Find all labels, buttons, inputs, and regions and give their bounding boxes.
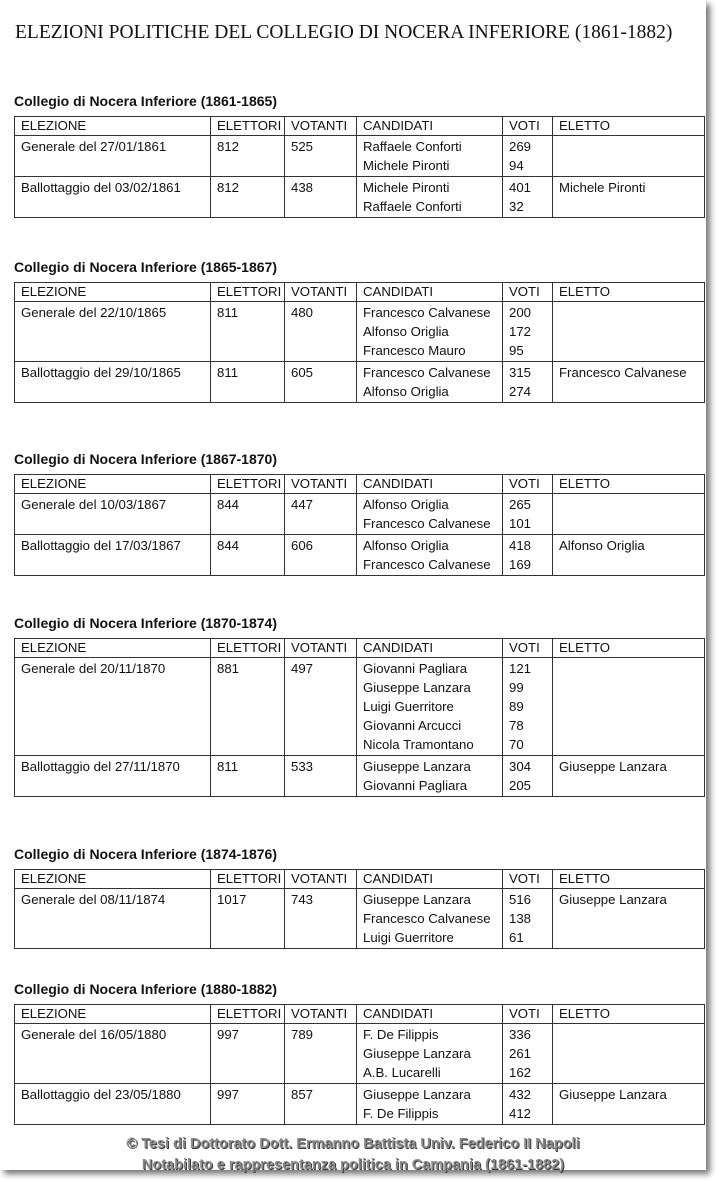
cell-voti xyxy=(503,1024,553,1084)
cell-voti xyxy=(503,658,553,756)
column-header-voti: VOTI xyxy=(503,870,553,889)
vote-count: 304 xyxy=(509,759,532,774)
cell-eletto: Michele Pironti xyxy=(553,177,705,218)
election-table xyxy=(14,282,705,403)
cell-votanti: 743 xyxy=(285,889,357,949)
column-header-votanti: VOTANTI xyxy=(285,1005,357,1024)
footer-copyright: © Tesi di Dottorato Dott. Ermanno Battista Univ. Federico II Napoli xyxy=(126,1136,580,1152)
vote-count: 121 xyxy=(509,661,532,676)
section-1870-1874 xyxy=(14,614,704,797)
cell-elezione: Generale del 10/03/1867 xyxy=(15,494,211,535)
cell-voti xyxy=(503,302,553,362)
column-header-voti: VOTI xyxy=(503,117,553,136)
cell-eletto: Alfonso Origlia xyxy=(553,535,705,576)
cell-elettori: 812 xyxy=(211,136,285,177)
candidate-name: Giuseppe Lanzara xyxy=(363,892,471,907)
column-header-elezione: ELEZIONE xyxy=(15,1005,211,1024)
cell-elezione: Ballottaggio del 17/03/1867 xyxy=(15,535,211,576)
vote-count: 78 xyxy=(509,718,524,733)
candidate-name: Francesco Calvanese xyxy=(363,911,491,926)
table-row xyxy=(15,1024,705,1084)
cell-eletto: Giuseppe Lanzara xyxy=(553,756,705,797)
table-row xyxy=(15,889,705,949)
candidate-name: Raffaele Conforti xyxy=(363,199,462,214)
cell-eletto: Francesco Calvanese xyxy=(553,362,705,403)
election-table xyxy=(14,1004,705,1125)
column-header-voti: VOTI xyxy=(503,475,553,494)
cell-candidati xyxy=(357,177,503,218)
candidate-name: Giuseppe Lanzara xyxy=(363,1087,471,1102)
cell-votanti: 447 xyxy=(285,494,357,535)
cell-elettori: 997 xyxy=(211,1024,285,1084)
column-header-candidati: CANDIDATI xyxy=(357,283,503,302)
candidate-name: Giovanni Pagliara xyxy=(363,778,468,793)
vote-count: 274 xyxy=(509,384,532,399)
cell-voti xyxy=(503,494,553,535)
table-header-row xyxy=(15,1005,705,1024)
column-header-eletto: ELETTO xyxy=(553,475,705,494)
table-row xyxy=(15,302,705,362)
election-table xyxy=(14,116,705,218)
vote-count: 315 xyxy=(509,365,532,380)
vote-count: 172 xyxy=(509,324,532,339)
cell-voti xyxy=(503,136,553,177)
candidate-name: Alfonso Origlia xyxy=(363,538,449,553)
column-header-elettori: ELETTORI xyxy=(211,117,285,136)
footer-thesis-title: Notabilato e rappresentanza politica in Campania (1861-1882) xyxy=(141,1157,565,1173)
candidate-name: Luigi Guerritore xyxy=(363,699,454,714)
vote-count: 169 xyxy=(509,557,532,572)
table-row xyxy=(15,494,705,535)
vote-count: 70 xyxy=(509,737,524,752)
column-header-votanti: VOTANTI xyxy=(285,639,357,658)
column-header-elezione: ELEZIONE xyxy=(15,117,211,136)
candidate-name: Luigi Guerritore xyxy=(363,930,454,945)
election-table xyxy=(14,638,705,797)
column-header-voti: VOTI xyxy=(503,283,553,302)
vote-count: 261 xyxy=(509,1046,532,1061)
section-1874-1876 xyxy=(14,845,704,949)
table-row xyxy=(15,658,705,756)
candidate-name: Alfonso Origlia xyxy=(363,384,449,399)
vote-count: 162 xyxy=(509,1065,532,1080)
cell-eletto: Giuseppe Lanzara xyxy=(553,889,705,949)
vote-count: 432 xyxy=(509,1087,532,1102)
column-header-voti: VOTI xyxy=(503,639,553,658)
table-header-row xyxy=(15,870,705,889)
column-header-candidati: CANDIDATI xyxy=(357,475,503,494)
column-header-eletto: ELETTO xyxy=(553,870,705,889)
cell-eletto: Giuseppe Lanzara xyxy=(553,1084,705,1125)
candidate-name: Giuseppe Lanzara xyxy=(363,1046,471,1061)
column-header-elezione: ELEZIONE xyxy=(15,870,211,889)
vote-count: 265 xyxy=(509,497,532,512)
cell-votanti: 525 xyxy=(285,136,357,177)
table-row xyxy=(15,136,705,177)
column-header-eletto: ELETTO xyxy=(553,1005,705,1024)
candidate-name: Giuseppe Lanzara xyxy=(363,759,471,774)
column-header-candidati: CANDIDATI xyxy=(357,870,503,889)
cell-votanti: 438 xyxy=(285,177,357,218)
vote-count: 95 xyxy=(509,343,524,358)
cell-elezione: Ballottaggio del 29/10/1865 xyxy=(15,362,211,403)
candidate-name: Raffaele Conforti xyxy=(363,139,462,154)
cell-votanti: 789 xyxy=(285,1024,357,1084)
cell-candidati xyxy=(357,658,503,756)
candidate-name: A.B. Lucarelli xyxy=(363,1065,441,1080)
column-header-eletto: ELETTO xyxy=(553,639,705,658)
cell-elezione: Generale del 22/10/1865 xyxy=(15,302,211,362)
candidate-name: F. De Filippis xyxy=(363,1106,439,1121)
cell-candidati xyxy=(357,494,503,535)
cell-candidati xyxy=(357,756,503,797)
election-table xyxy=(14,474,705,576)
column-header-votanti: VOTANTI xyxy=(285,283,357,302)
candidate-name: F. De Filippis xyxy=(363,1027,439,1042)
section-heading: Collegio di Nocera Inferiore (1870-1874) xyxy=(14,615,277,631)
section-heading: Collegio di Nocera Inferiore (1880-1882) xyxy=(14,981,277,997)
column-header-eletto: ELETTO xyxy=(553,117,705,136)
cell-voti xyxy=(503,1084,553,1125)
cell-votanti: 497 xyxy=(285,658,357,756)
section-heading: Collegio di Nocera Inferiore (1874-1876) xyxy=(14,846,277,862)
candidate-name: Francesco Calvanese xyxy=(363,557,491,572)
column-header-elettori: ELETTORI xyxy=(211,1005,285,1024)
column-header-elezione: ELEZIONE xyxy=(15,639,211,658)
table-header-row xyxy=(15,117,705,136)
candidate-name: Nicola Tramontano xyxy=(363,737,474,752)
section-1865-1867 xyxy=(14,258,704,403)
section-1861-1865 xyxy=(14,92,704,218)
cell-elettori: 844 xyxy=(211,535,285,576)
cell-votanti: 857 xyxy=(285,1084,357,1125)
column-header-elettori: ELETTORI xyxy=(211,639,285,658)
cell-votanti: 480 xyxy=(285,302,357,362)
candidate-name: Giovanni Arcucci xyxy=(363,718,462,733)
column-header-votanti: VOTANTI xyxy=(285,117,357,136)
cell-votanti: 605 xyxy=(285,362,357,403)
table-row xyxy=(15,177,705,218)
cell-voti xyxy=(503,362,553,403)
vote-count: 269 xyxy=(509,139,532,154)
vote-count: 61 xyxy=(509,930,524,945)
cell-candidati xyxy=(357,362,503,403)
cell-eletto xyxy=(553,136,705,177)
column-header-votanti: VOTANTI xyxy=(285,870,357,889)
cell-elezione: Generale del 16/05/1880 xyxy=(15,1024,211,1084)
cell-voti xyxy=(503,177,553,218)
cell-votanti: 606 xyxy=(285,535,357,576)
candidate-name: Alfonso Origlia xyxy=(363,324,449,339)
cell-candidati xyxy=(357,1024,503,1084)
vote-count: 200 xyxy=(509,305,532,320)
vote-count: 89 xyxy=(509,699,524,714)
section-heading: Collegio di Nocera Inferiore (1867-1870) xyxy=(14,451,277,467)
candidate-name: Michele Pironti xyxy=(363,158,450,173)
candidate-name: Francesco Calvanese xyxy=(363,516,491,531)
section-1880-1882 xyxy=(14,980,704,1125)
vote-count: 336 xyxy=(509,1027,532,1042)
cell-elezione: Ballottaggio del 03/02/1861 xyxy=(15,177,211,218)
column-header-candidati: CANDIDATI xyxy=(357,1005,503,1024)
cell-candidati xyxy=(357,535,503,576)
cell-candidati xyxy=(357,889,503,949)
candidate-name: Francesco Mauro xyxy=(363,343,466,358)
cell-voti xyxy=(503,756,553,797)
cell-eletto xyxy=(553,1024,705,1084)
cell-candidati xyxy=(357,302,503,362)
cell-elettori: 844 xyxy=(211,494,285,535)
cell-voti xyxy=(503,889,553,949)
column-header-elezione: ELEZIONE xyxy=(15,475,211,494)
section-1867-1870 xyxy=(14,450,704,576)
candidate-name: Giovanni Pagliara xyxy=(363,661,468,676)
table-header-row xyxy=(15,475,705,494)
cell-elettori: 812 xyxy=(211,177,285,218)
vote-count: 418 xyxy=(509,538,532,553)
vote-count: 99 xyxy=(509,680,524,695)
column-header-elettori: ELETTORI xyxy=(211,475,285,494)
table-header-row xyxy=(15,283,705,302)
vote-count: 32 xyxy=(509,199,524,214)
cell-elettori: 811 xyxy=(211,756,285,797)
table-row xyxy=(15,535,705,576)
column-header-elettori: ELETTORI xyxy=(211,283,285,302)
column-header-eletto: ELETTO xyxy=(553,283,705,302)
election-table xyxy=(14,869,705,949)
vote-count: 94 xyxy=(509,158,524,173)
cell-elezione: Generale del 08/11/1874 xyxy=(15,889,211,949)
cell-votanti: 533 xyxy=(285,756,357,797)
vote-count: 412 xyxy=(509,1106,532,1121)
cell-elettori: 1017 xyxy=(211,889,285,949)
cell-candidati xyxy=(357,136,503,177)
document-title: ELEZIONI POLITICHE DEL COLLEGIO DI NOCERA INFERIORE (1861-1882) xyxy=(15,22,673,43)
cell-voti xyxy=(503,535,553,576)
vote-count: 516 xyxy=(509,892,532,907)
candidate-name: Francesco Calvanese xyxy=(363,365,491,380)
cell-elezione: Generale del 27/01/1861 xyxy=(15,136,211,177)
vote-count: 401 xyxy=(509,180,532,195)
cell-elezione: Generale del 20/11/1870 xyxy=(15,658,211,756)
cell-elezione: Ballottaggio del 27/11/1870 xyxy=(15,756,211,797)
vote-count: 101 xyxy=(509,516,532,531)
cell-eletto xyxy=(553,494,705,535)
column-header-elezione: ELEZIONE xyxy=(15,283,211,302)
candidate-name: Michele Pironti xyxy=(363,180,450,195)
cell-elettori: 881 xyxy=(211,658,285,756)
table-row xyxy=(15,756,705,797)
table-row xyxy=(15,1084,705,1125)
column-header-elettori: ELETTORI xyxy=(211,870,285,889)
column-header-votanti: VOTANTI xyxy=(285,475,357,494)
cell-eletto xyxy=(553,658,705,756)
candidate-name: Francesco Calvanese xyxy=(363,305,491,320)
cell-candidati xyxy=(357,1084,503,1125)
table-header-row xyxy=(15,639,705,658)
cell-elezione: Ballottaggio del 23/05/1880 xyxy=(15,1084,211,1125)
vote-count: 138 xyxy=(509,911,532,926)
candidate-name: Giuseppe Lanzara xyxy=(363,680,471,695)
vote-count: 205 xyxy=(509,778,532,793)
section-heading: Collegio di Nocera Inferiore (1865-1867) xyxy=(14,259,277,275)
column-header-voti: VOTI xyxy=(503,1005,553,1024)
section-heading: Collegio di Nocera Inferiore (1861-1865) xyxy=(14,93,277,109)
column-header-candidati: CANDIDATI xyxy=(357,639,503,658)
cell-elettori: 811 xyxy=(211,362,285,403)
table-row xyxy=(15,362,705,403)
cell-eletto xyxy=(553,302,705,362)
candidate-name: Alfonso Origlia xyxy=(363,497,449,512)
column-header-candidati: CANDIDATI xyxy=(357,117,503,136)
cell-elettori: 997 xyxy=(211,1084,285,1125)
cell-elettori: 811 xyxy=(211,302,285,362)
